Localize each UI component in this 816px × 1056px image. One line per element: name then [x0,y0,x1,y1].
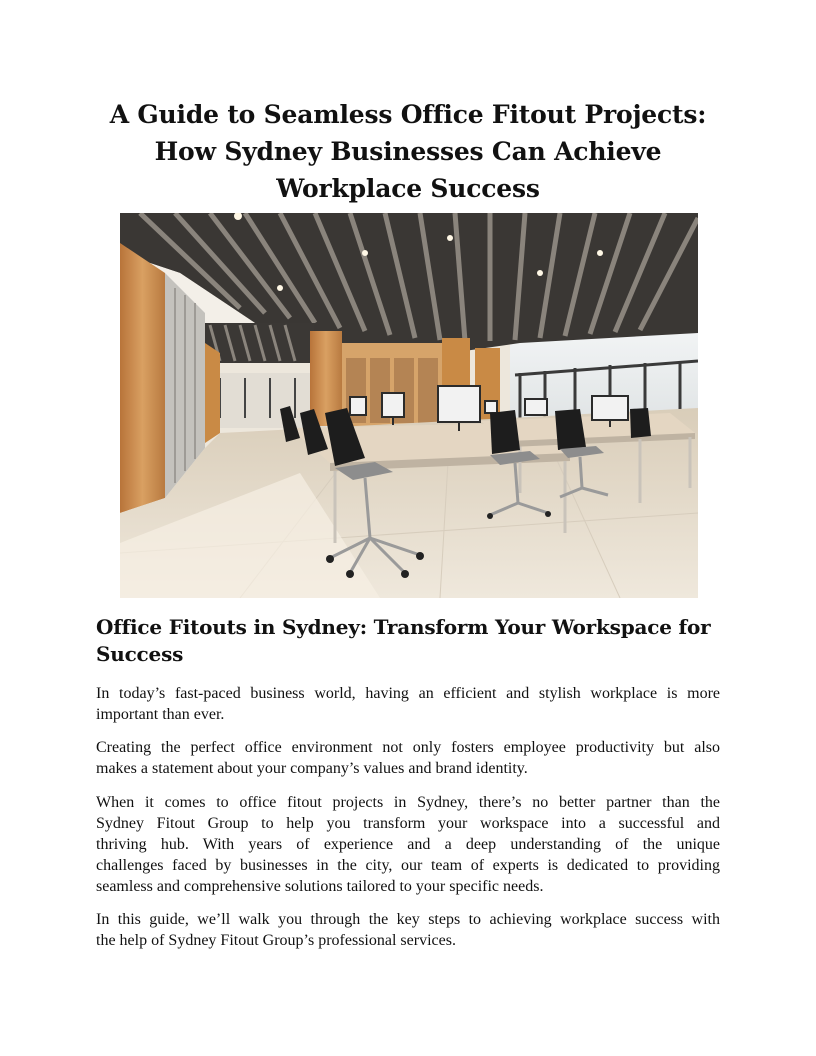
paragraph-line: the help of Sydney Fitout Group’s professional services. [96,932,456,949]
heading-line: Office Fitouts in Sydney: Transform Your Workspace for [96,615,711,639]
paragraph-line: In this guide, we’ll walk you through the key steps to achieving workplace success with [96,911,720,928]
paragraph-line: In today’s fast-paced business world, having an efficient and stylish workplace is more [96,685,720,702]
paragraph-line: seamless and comprehensive solutions tailored to your specific needs. [96,878,544,895]
section-heading [96,614,726,668]
title-line: Workplace Success [276,174,540,203]
heading-line: Success [96,642,184,666]
paragraph [96,737,720,779]
paragraph-line: thriving hub. With years of experience and a deep understanding of the unique [96,836,720,853]
title-line: How Sydney Businesses Can Achieve [154,137,662,166]
paragraph-line: makes a statement about your company’s values and brand identity. [96,760,528,777]
paragraph-line: important than ever. [96,706,225,723]
paragraph-line: When it comes to office fitout projects in Sydney, there’s no better partner than the [96,794,720,811]
paragraph-line: challenges faced by businesses in the city, our team of experts is dedicated to providing [96,857,720,874]
paragraph [96,683,720,725]
paragraph-line: Sydney Fitout Group to help you transform your workspace into a successful and [96,815,720,832]
paragraph [96,792,720,897]
office-interior-photo [120,213,698,598]
title-line: A Guide to Seamless Office Fitout Projects: [109,100,707,129]
document-title [96,96,720,207]
paragraph-line: Creating the perfect office environment not only fosters employee productivity but also [96,739,720,756]
paragraph [96,909,720,951]
